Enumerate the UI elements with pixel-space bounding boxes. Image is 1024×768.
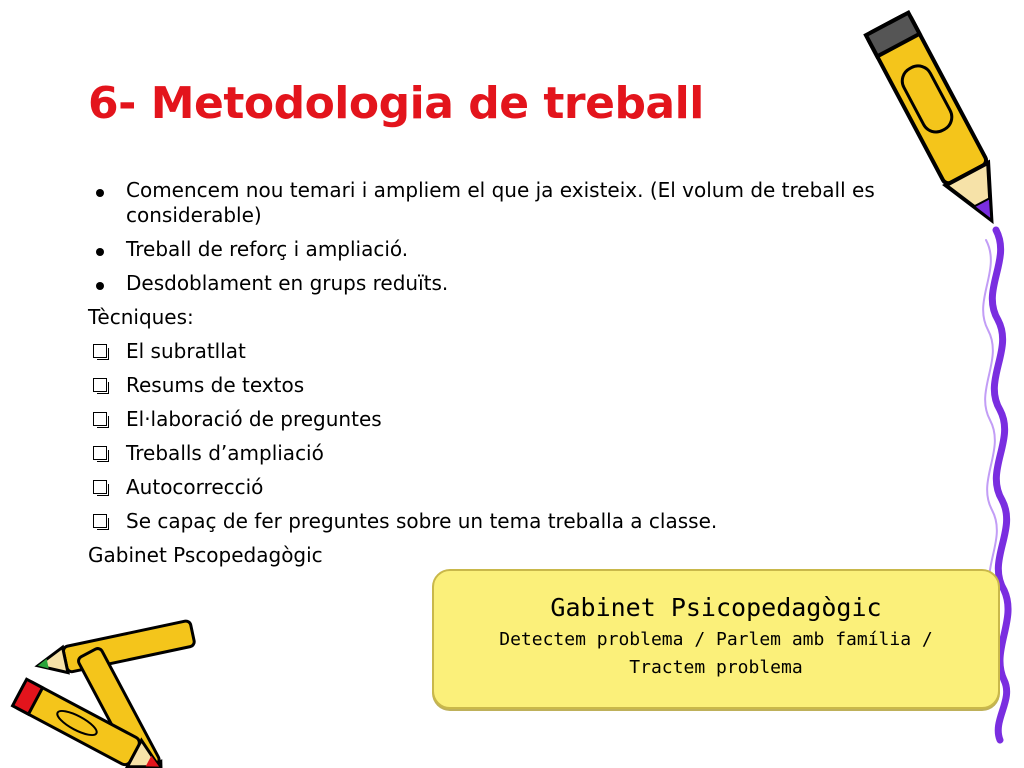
technique-item	[88, 509, 898, 534]
technique-text: El·laboració de preguntes	[126, 407, 382, 431]
checkbox-icon	[88, 441, 112, 466]
callout-line: Tractem problema	[629, 657, 803, 678]
slide-title: 6- Metodologia de treball	[88, 78, 704, 129]
footer-label: Gabinet Pscopedagògic	[88, 543, 323, 567]
bullet-text: Desdoblament en grups reduïts.	[126, 271, 449, 295]
bullet-item	[88, 237, 898, 262]
slide-body	[88, 178, 898, 577]
bullet-item	[88, 178, 898, 228]
pencil-group-icon	[0, 618, 220, 768]
callout-title: Gabinet Psicopedagògic	[550, 593, 882, 622]
technique-item	[88, 475, 898, 500]
techniques-label: Tècniques:	[88, 305, 194, 329]
technique-text: Resums de textos	[126, 373, 305, 397]
checkbox-icon	[88, 475, 112, 500]
technique-item	[88, 339, 898, 364]
technique-text: Treballs d’ampliació	[126, 441, 324, 465]
checkbox-icon	[88, 509, 112, 534]
bullet-dot-icon	[88, 237, 112, 262]
technique-text: Autocorrecció	[126, 475, 264, 499]
checkbox-icon	[88, 407, 112, 432]
technique-item	[88, 373, 898, 398]
callout-box	[432, 569, 1000, 709]
bullet-text: Comencem nou temari i ampliem el que ja existeix. (El volum de treball es considerable)	[126, 178, 875, 227]
callout-line: Detectem problema / Parlem amb família /	[499, 629, 933, 650]
checkbox-icon	[88, 339, 112, 364]
technique-item	[88, 441, 898, 466]
checkbox-icon	[88, 373, 112, 398]
technique-text: El subratllat	[126, 339, 246, 363]
bullet-item	[88, 271, 898, 296]
technique-text: Se capaç de fer preguntes sobre un tema treballa a classe.	[126, 509, 718, 533]
technique-item	[88, 407, 898, 432]
bullet-dot-icon	[88, 271, 112, 296]
bullet-text: Treball de reforç i ampliació.	[126, 237, 409, 261]
bullet-dot-icon	[88, 178, 112, 203]
